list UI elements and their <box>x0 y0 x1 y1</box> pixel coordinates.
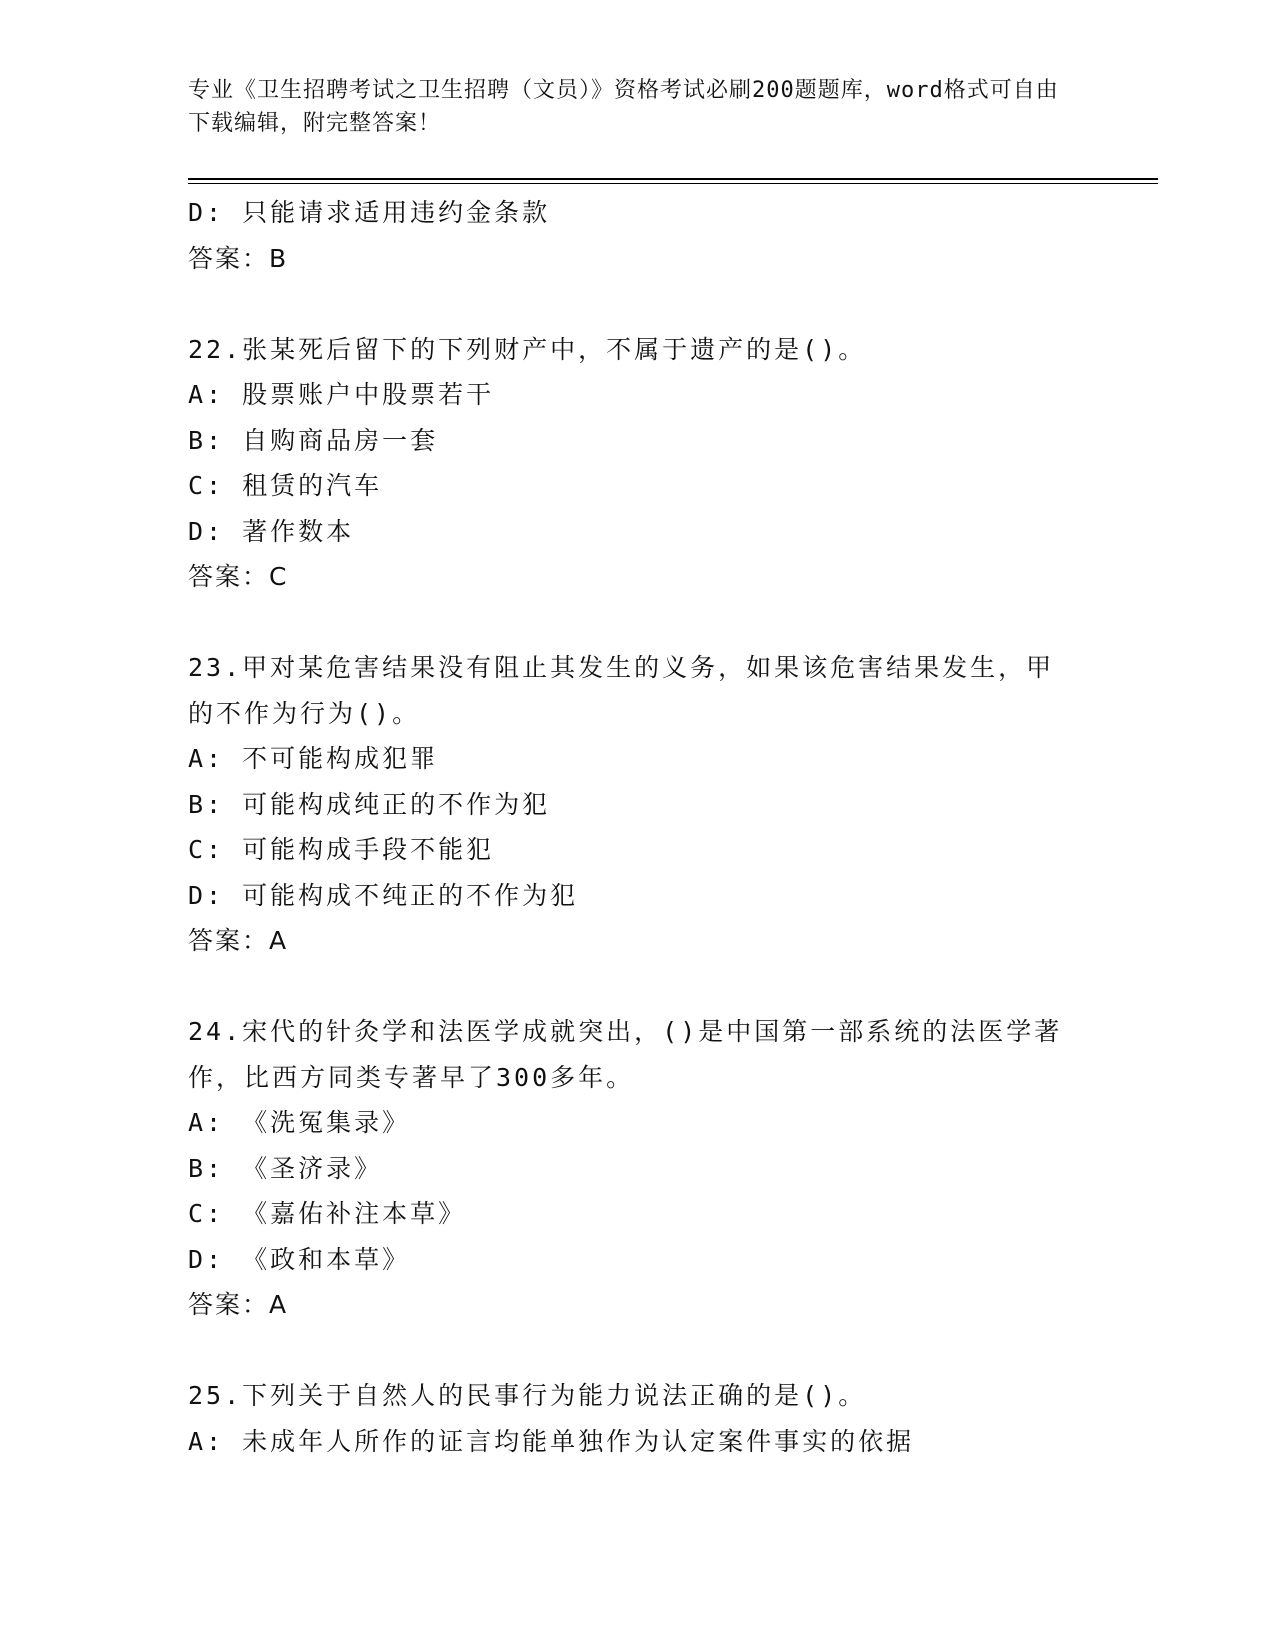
option-c: C: 可能构成手段不能犯 <box>188 835 495 864</box>
option-b: B: 可能构成纯正的不作为犯 <box>188 789 551 819</box>
option-d: D: 可能构成不纯正的不作为犯 <box>188 880 579 910</box>
question-block-22 <box>188 327 1088 600</box>
document-header: 专业《卫生招聘考试之卫生招聘（文员）》资格考试必刷200题题库，word格式可自由下载编辑，附完整答案！ <box>188 78 1059 136</box>
question-list <box>188 190 1088 1464</box>
question-stem: 25.下列关于自然人的民事行为能力说法正确的是()。 <box>188 1381 867 1410</box>
spacer <box>188 600 1088 646</box>
question-block-23 <box>188 645 1088 964</box>
option-d: D: 著作数本 <box>188 516 355 546</box>
answer: 答案：C <box>188 562 289 591</box>
question-block-24 <box>188 1009 1088 1328</box>
spacer <box>188 281 1088 327</box>
question-stem: 22.张某死后留下的下列财产中，不属于遗产的是()。 <box>188 334 867 364</box>
answer: 答案：B <box>188 243 289 273</box>
option-d: D: 只能请求适用违约金条款 <box>188 198 551 227</box>
question-stem: 24.宋代的针灸学和法医学成就突出，()是中国第一部系统的法医学著作，比西方同类专著早了300多年。 <box>188 1017 1063 1092</box>
option-c: C: 《嘉佑补注本草》 <box>188 1199 467 1228</box>
header-divider-thick <box>188 178 1158 180</box>
option-a: A: 不可能构成犯罪 <box>188 744 439 773</box>
option-b: B: 《圣济录》 <box>188 1153 383 1183</box>
question-block-25 <box>188 1373 1088 1464</box>
option-d: D: 《政和本草》 <box>188 1244 411 1274</box>
option-b: B: 自购商品房一套 <box>188 425 439 455</box>
spacer <box>188 964 1088 1010</box>
option-a: A: 未成年人所作的证言均能单独作为认定案件事实的依据 <box>188 1426 915 1456</box>
answer: 答案：A <box>188 926 289 955</box>
answer: 答案：A <box>188 1290 289 1319</box>
option-c: C: 租赁的汽车 <box>188 471 383 500</box>
header-divider-thin <box>188 183 1158 184</box>
spacer <box>188 1328 1088 1374</box>
option-a: A: 股票账户中股票若干 <box>188 380 495 409</box>
question-stem: 23.甲对某危害结果没有阻止其发生的义务，如果该危害结果发生，甲的不作为行为()。 <box>188 653 1055 728</box>
option-a: A: 《洗冤集录》 <box>188 1108 411 1137</box>
